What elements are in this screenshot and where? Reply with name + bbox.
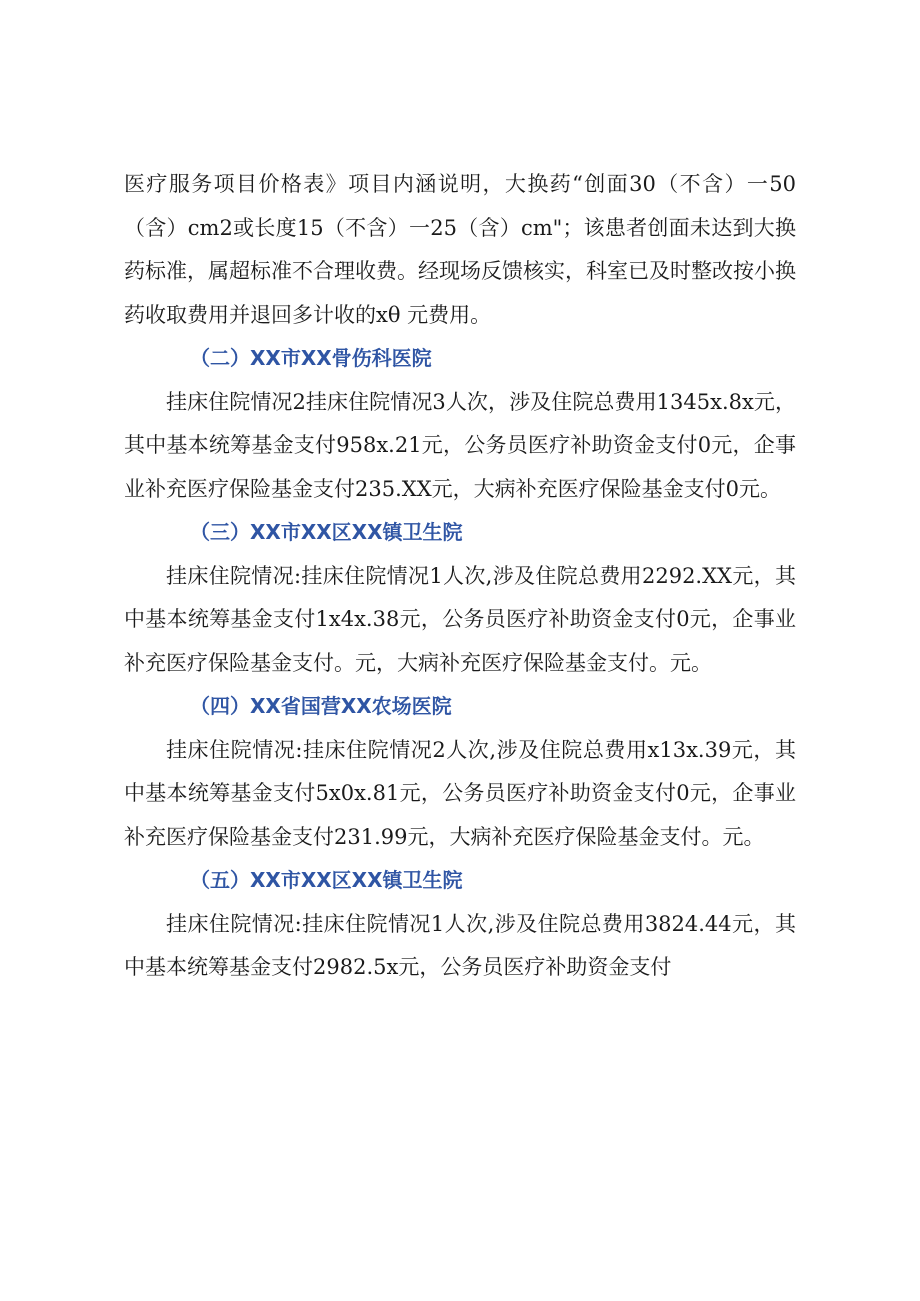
intro-paragraph: 医疗服务项目价格表》项目内涵说明，大换药“创面30（不含）一50（含）cm2或长度15（不含）一25（含）cm"；该患者创面未达到大换药标准，属超标准不合理收费。经现场反馈核实，科室已及时整改按小换药收取费用并退回多计收的xθ 元费用。 — [124, 172, 796, 327]
section-body-2: 挂床住院情况2挂床住院情况3人次，涉及住院总费用1345x.8x元，其中基本统筹基金支付958x.21元，公务员医疗补助资金支付0元，企事业补充医疗保险基金支付235.XX元，大病补充医疗保险基金支付0元。 — [124, 389, 796, 501]
section-heading-3: （三）XX市XX区XX镇卫生院 — [190, 520, 463, 544]
section-body-3: 挂床住院情况:挂床住院情况1人次,涉及住院总费用2292.XX元，其中基本统筹基金支付1x4x.38元，公务员医疗补助资金支付0元，企事业补充医疗保险基金支付。元，大病补充医疗保险基金支付。元。 — [124, 563, 796, 675]
document-body — [124, 163, 796, 990]
section-body-5: 挂床住院情况:挂床住院情况1人次,涉及住院总费用3824.44元，其中基本统筹基金支付2982.5x元，公务员医疗补助资金支付 — [124, 911, 796, 979]
section-body-4: 挂床住院情况:挂床住院情况2人次,涉及住院总费用x13x.39元，其中基本统筹基金支付5x0x.81元，公务员医疗补助资金支付0元，企事业补充医疗保险基金支付231.99元，大病补充医疗保险基金支付。元。 — [124, 737, 796, 849]
section-heading-5: （五）XX市XX区XX镇卫生院 — [190, 868, 463, 892]
section-heading-2: （二）XX市XX骨伤科医院 — [190, 346, 432, 370]
section-heading-4: （四）XX省国营XX农场医院 — [190, 694, 452, 718]
